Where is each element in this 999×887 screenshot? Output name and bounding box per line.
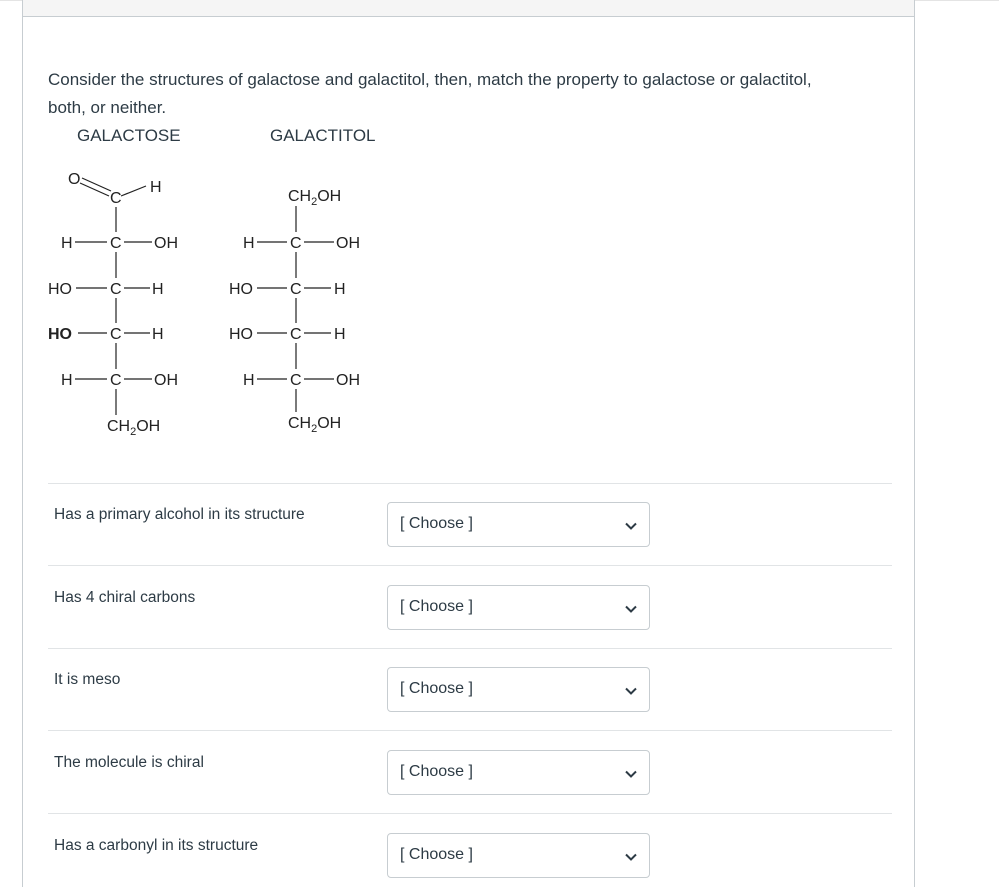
galactose-label: GALACTOSE <box>77 126 181 145</box>
galactose-c5-h: H <box>61 372 73 389</box>
galactitol-c1-ch2oh <box>288 188 341 208</box>
galactose-c2-h: H <box>61 235 73 252</box>
galactose-c4-h: H <box>152 326 164 343</box>
chevron-down-icon <box>624 684 638 698</box>
subscript-2: 2 <box>311 196 318 208</box>
galactose-c1-h-bond <box>121 186 146 196</box>
match-select-5-value: [ Choose ] <box>400 846 473 863</box>
match-select-3[interactable] <box>387 667 650 712</box>
galactitol-c2-h: H <box>243 235 255 252</box>
match-select-1[interactable] <box>387 502 650 547</box>
galactose-double-bond-2 <box>82 178 111 191</box>
galactitol-c5-h: H <box>243 372 255 389</box>
row-divider <box>48 483 892 484</box>
match-prompt-5: Has a carbonyl in its structure <box>54 837 259 854</box>
match-select-2-value: [ Choose ] <box>400 598 473 615</box>
match-prompt-1: Has a primary alcohol in its structure <box>54 506 305 523</box>
galactitol-c4-ho: HO <box>229 326 253 343</box>
galactitol-c3-h: H <box>334 281 346 298</box>
galactose-c3-ho: HO <box>48 281 72 298</box>
galactitol-structure <box>229 188 360 435</box>
galactitol-c2: C <box>290 235 302 252</box>
row-divider <box>48 730 892 731</box>
match-select-4[interactable] <box>387 750 650 795</box>
oh-part: OH <box>317 415 342 432</box>
galactose-c4: C <box>110 326 122 343</box>
ch-part: CH <box>288 188 312 205</box>
chevron-down-icon <box>624 602 638 616</box>
match-prompt-2: Has 4 chiral carbons <box>54 589 196 606</box>
row-divider <box>48 648 892 649</box>
galactitol-c4: C <box>290 326 302 343</box>
galactitol-c3-ho: HO <box>229 281 253 298</box>
galactitol-c2-oh: OH <box>336 235 360 252</box>
galactitol-label: GALACTITOL <box>270 126 376 145</box>
match-select-2[interactable] <box>387 585 650 630</box>
row-divider <box>48 565 892 566</box>
galactitol-c5: C <box>290 372 302 389</box>
galactitol-c3: C <box>290 281 302 298</box>
row-divider <box>48 813 892 814</box>
galactose-c1-h: H <box>150 179 162 196</box>
match-select-1-value: [ Choose ] <box>400 515 473 532</box>
galactose-double-bond-1 <box>80 183 109 196</box>
galactose-c6-ch2oh <box>107 418 160 438</box>
chevron-down-icon <box>624 767 638 781</box>
ch-part: CH <box>288 415 312 432</box>
galactose-c4-ho: HO <box>48 326 72 343</box>
oh-part: OH <box>317 188 342 205</box>
match-select-3-value: [ Choose ] <box>400 680 473 697</box>
question-prompt: Consider the structures of galactose and galactitol, then, match the property to galactose or galactitol, both, or neither. <box>48 70 812 117</box>
galactitol-c4-h: H <box>334 326 346 343</box>
galactose-c2-oh: OH <box>154 235 178 252</box>
subscript-2: 2 <box>311 423 318 435</box>
galactitol-c6-ch2oh <box>288 415 341 435</box>
chevron-down-icon <box>624 519 638 533</box>
match-select-4-value: [ Choose ] <box>400 763 473 780</box>
galactose-c2: C <box>110 235 122 252</box>
chevron-down-icon <box>624 850 638 864</box>
match-prompt-3: It is meso <box>54 671 121 688</box>
oh-part: OH <box>136 418 161 435</box>
galactitol-c5-oh: OH <box>336 372 360 389</box>
subscript-2: 2 <box>130 426 137 438</box>
galactose-c3: C <box>110 281 122 298</box>
galactose-c5: C <box>110 372 122 389</box>
match-prompt-4: The molecule is chiral <box>54 754 204 771</box>
galactose-c3-h: H <box>152 281 164 298</box>
galactose-c1: C <box>110 190 122 207</box>
ch-part: CH <box>107 418 131 435</box>
match-select-5[interactable] <box>387 833 650 878</box>
galactose-c5-oh: OH <box>154 372 178 389</box>
galactose-carbonyl-oxygen: O <box>68 171 81 188</box>
galactose-structure <box>48 171 178 438</box>
